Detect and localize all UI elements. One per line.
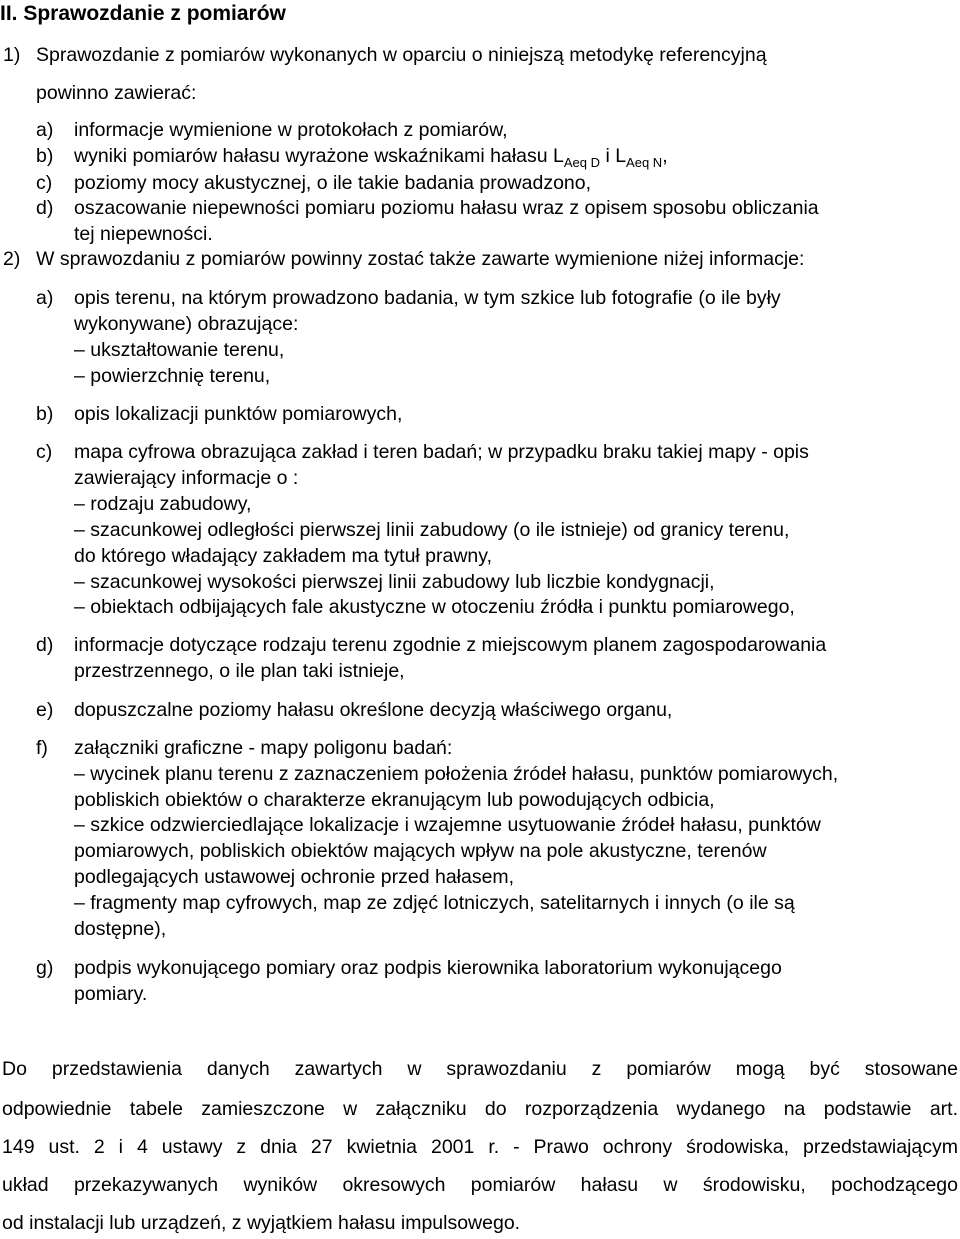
list-marker: b) [36, 145, 54, 167]
list-marker: c) [36, 172, 53, 194]
paragraph-line: 149 ust. 2 i 4 ustawy z dnia 27 kwietnia 2001 r. - Prawo ochrony środowiska, przedstawiającym [2, 1136, 958, 1158]
list-item-cont: tej niepewności. [74, 223, 213, 245]
list-item: poziomy mocy akustycznej, o ile takie badania prowadzono, [74, 172, 592, 194]
dash-item: – szkice odzwierciedlające lokalizacje i wzajemne usytuowanie źródeł hałasu, punktów [74, 814, 821, 836]
list-marker: c) [36, 441, 53, 463]
list-marker: d) [36, 634, 54, 656]
list-item: oszacowanie niepewności pomiaru poziomu hałasu wraz z opisem sposobu obliczania [74, 197, 819, 219]
text-segment: i L [600, 145, 627, 167]
list-item: załączniki graficzne - mapy poligonu badań: [74, 737, 453, 759]
list-item-cont: przestrzennego, o ile plan taki istnieje, [74, 660, 405, 682]
dash-item-cont: pobliskich obiektów o charakterze ekranującym lub powodujących odbicia, [74, 789, 715, 811]
dash-item: – szacunkowej odległości pierwszej linii zabudowy (o ile istnieje) od granicy terenu, [74, 519, 790, 541]
item-1-text: Sprawozdanie z pomiarów wykonanych w oparciu o niniejszą metodykę referencyjną [36, 44, 767, 66]
list-marker: a) [36, 119, 54, 141]
paragraph-line: układ przekazywanych wyników okresowych pomiarów hałasu w środowisku, pochodzącego [2, 1174, 958, 1196]
dash-item: – obiektach odbijających fale akustyczne w otoczeniu źródła i punktu pomiarowego, [74, 596, 795, 618]
list-marker: b) [36, 403, 54, 425]
dash-item-cont: do którego władający zakładem ma tytuł prawny, [74, 545, 493, 567]
list-item: informacje dotyczące rodzaju terenu zgodnie z miejscowym planem zagospodarowania [74, 634, 827, 656]
item-2-text: W sprawozdaniu z pomiarów powinny zostać także zawarte wymienione niżej informacje: [36, 248, 805, 270]
dash-item: – fragmenty map cyfrowych, map ze zdjęć lotniczych, satelitarnych i innych (o ile są [74, 892, 795, 914]
dash-item: – ukształtowanie terenu, [74, 339, 285, 361]
list-item [74, 145, 668, 168]
dash-item-cont: podlegających ustawowej ochronie przed hałasem, [74, 866, 515, 888]
item-1-number: 1) [3, 44, 21, 66]
list-marker: d) [36, 197, 54, 219]
paragraph-line: odpowiednie tabele zamieszczone w załączniku do rozporządzenia wydanego na podstawie art. [2, 1098, 958, 1120]
dash-item-cont: pomiarowych, pobliskich obiektów mających wpływ na pole akustyczne, terenów [74, 840, 767, 862]
text-segment: , [662, 145, 668, 167]
list-item: opis lokalizacji punktów pomiarowych, [74, 403, 403, 425]
paragraph-line: od instalacji lub urządzeń, z wyjątkiem hałasu impulsowego. [2, 1212, 521, 1234]
list-item-cont: zawierający informacje o : [74, 467, 299, 489]
list-marker: f) [36, 737, 48, 759]
list-item-cont: pomiary. [74, 983, 148, 1005]
list-item: podpis wykonującego pomiary oraz podpis kierownika laboratorium wykonującego [74, 957, 782, 979]
list-marker: e) [36, 699, 54, 721]
list-item: dopuszczalne poziomy hałasu określone decyzją właściwego organu, [74, 699, 673, 721]
dash-item: – rodzaju zabudowy, [74, 493, 252, 515]
list-item: mapa cyfrowa obrazująca zakład i teren badań; w przypadku braku takiej mapy - opis [74, 441, 809, 463]
subscript: Aeq N [626, 155, 663, 170]
item-1-text-cont: powinno zawierać: [36, 82, 197, 104]
list-item: opis terenu, na którym prowadzono badania, w tym szkice lub fotografie (o ile były [74, 287, 781, 309]
section-title: II. Sprawozdanie z pomiarów [0, 2, 286, 25]
dash-item: – powierzchnię terenu, [74, 365, 271, 387]
list-item-cont: wykonywane) obrazujące: [74, 313, 299, 335]
dash-item: – wycinek planu terenu z zaznaczeniem położenia źródeł hałasu, punktów pomiarowych, [74, 763, 839, 785]
subscript: Aeq D [563, 155, 601, 170]
list-marker: a) [36, 287, 54, 309]
dash-item-cont: dostępne), [74, 918, 167, 940]
dash-item: – szacunkowej wysokości pierwszej linii zabudowy lub liczbie kondygnacji, [74, 571, 715, 593]
text-segment: wyniki pomiarów hałasu wyrażone wskaźnikami hałasu L [74, 145, 564, 167]
list-marker: g) [36, 957, 54, 979]
list-item: informacje wymienione w protokołach z pomiarów, [74, 119, 508, 141]
paragraph-line: Do przedstawienia danych zawartych w sprawozdaniu z pomiarów mogą być stosowane [2, 1058, 958, 1080]
item-2-number: 2) [3, 248, 21, 270]
